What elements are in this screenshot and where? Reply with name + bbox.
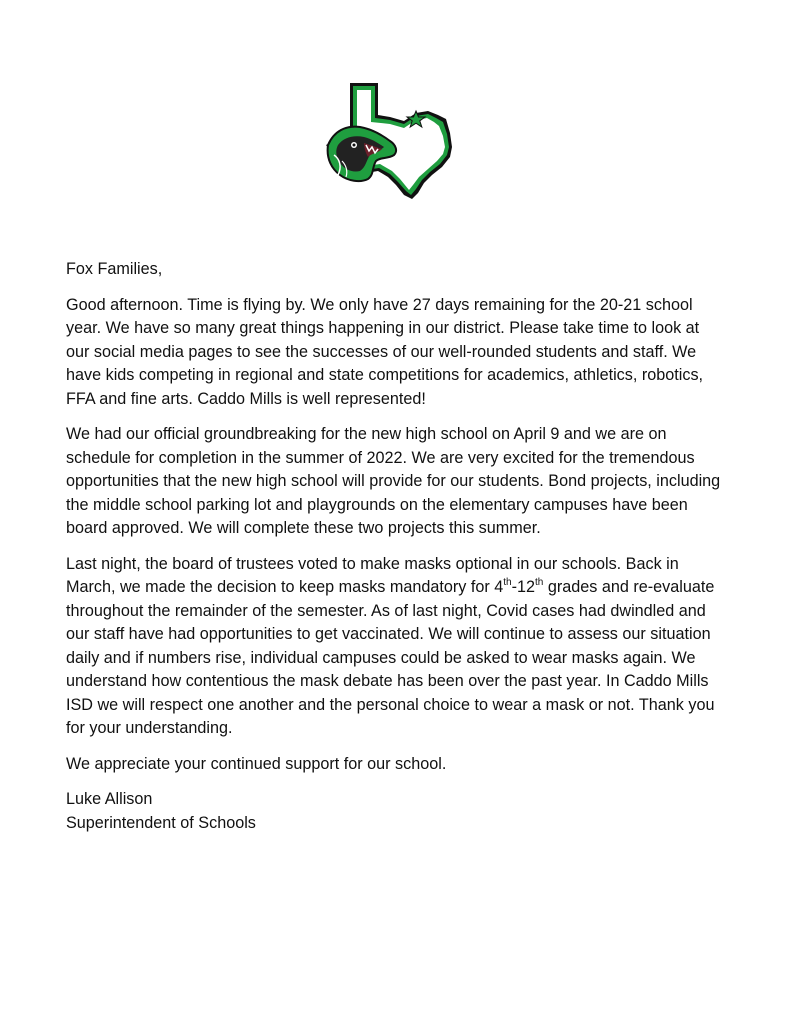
- signature-block: [66, 788, 726, 835]
- superscript-th-2: th: [535, 576, 544, 588]
- paragraph-2: We had our official groundbreaking for the new high school on April 9 and we are on schedule for completion in the summer of 2022. We are very excited for the tremendous opportunities that the new high school will provide for our students. Bond projects, including the middle school parking lot and playgrounds on the elementary campuses have been board approved. We will complete these two projects this summer.: [66, 425, 721, 537]
- paragraph-3-part-3: grades and re-evaluate throughout the remainder of the semester. As of last night, Covid cases had dwindled and our staff have had opportunities to get vaccinated. We will continue to assess our situation daily and if numbers rise, individual campuses could be asked to wear masks again. We understand how contentious the mask debate has been over the past year. In Caddo Mills ISD we will respect one another and the personal choice to wear a mask or not. Thank you for your understanding.: [66, 578, 715, 737]
- texas-fox-logo-icon: [320, 75, 470, 203]
- paragraph-1: Good afternoon. Time is flying by. We only have 27 days remaining for the 20-21 school year. We have so many great things happening in our district. Please take time to look at our social media pages to see the successes of our well-rounded students and staff. We have kids competing in regional and state competitions for academics, athletics, robotics, FFA and fine arts. Caddo Mills is well represented!: [66, 295, 704, 408]
- greeting: Fox Families,: [66, 260, 163, 278]
- letter-body: [66, 258, 726, 847]
- signature-name: Luke Allison: [66, 790, 153, 808]
- paragraph-3: [66, 553, 726, 741]
- superscript-th-1: th: [503, 576, 512, 588]
- signature-title: Superintendent of Schools: [66, 813, 256, 832]
- paragraph-3-part-2: -12: [511, 578, 536, 596]
- paragraph-4: We appreciate your continued support for our school.: [66, 754, 447, 773]
- paragraph-3-part-1: Last night, the board of trustees voted to make masks optional in our schools. Back in March, we made the decision to keep masks mandatory for 4: [66, 554, 679, 596]
- school-logo: [320, 75, 470, 203]
